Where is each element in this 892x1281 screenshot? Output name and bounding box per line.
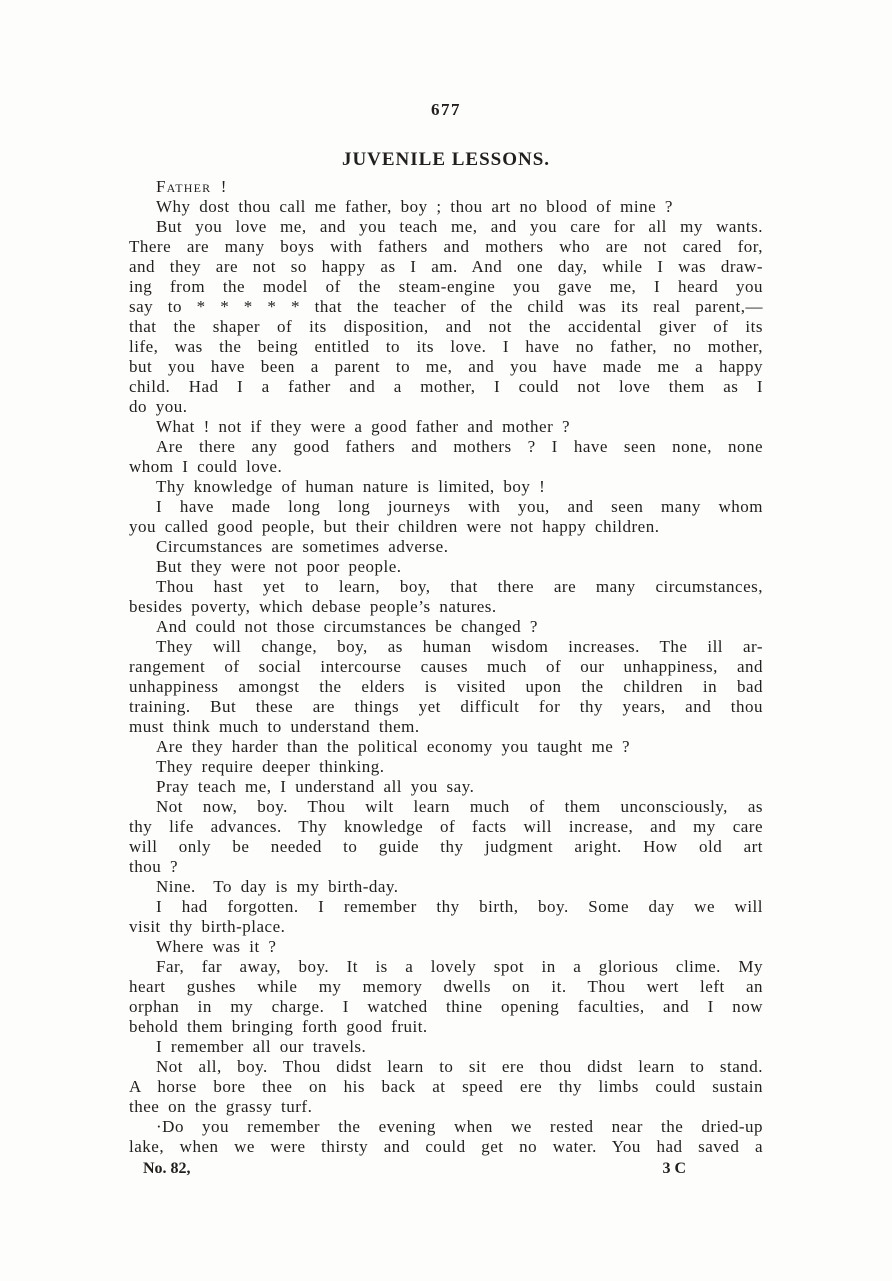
text-line: Far, far away, boy. It is a lovely spot in a glorious clime. My bbox=[156, 957, 763, 976]
page-number: 677 bbox=[431, 100, 461, 119]
text-line: say to * * * * * that the teacher of the child was its real parent,— bbox=[129, 297, 763, 316]
text-line: But you love me, and you teach me, and you care for all my wants. bbox=[156, 217, 763, 236]
issue-number: No. 82, bbox=[143, 1160, 191, 1177]
text-line: rangement of social intercourse causes much of our unhappiness, and bbox=[129, 657, 763, 676]
text-line: There are many boys with fathers and mothers who are not cared for, bbox=[129, 237, 763, 256]
text-line: What ! not if they were a good father and mother ? bbox=[156, 417, 571, 436]
text-line: They require deeper thinking. bbox=[156, 757, 385, 776]
text-line: Nine. To day is my birth-day. bbox=[156, 877, 399, 896]
text-line: will only be needed to guide thy judgment aright. How old art bbox=[129, 837, 763, 856]
text-line: do you. bbox=[129, 397, 188, 416]
text-line: lake, when we were thirsty and could get no water. You had saved a bbox=[129, 1137, 763, 1156]
page-title: JUVENILE LESSONS. bbox=[341, 149, 551, 170]
text-line: Where was it ? bbox=[156, 937, 277, 956]
text-line: life, was the being entitled to its love. I have no father, no mother, bbox=[129, 337, 763, 356]
text-line: Are they harder than the political economy you taught me ? bbox=[156, 737, 631, 756]
text-line: thy life advances. Thy knowledge of facts will increase, and my care bbox=[129, 817, 763, 836]
text-line: orphan in my charge. I watched thine opening faculties, and I now bbox=[129, 997, 763, 1016]
text-line: And could not those circumstances be changed ? bbox=[156, 617, 538, 636]
text-line: I have made long long journeys with you, and seen many whom bbox=[156, 497, 763, 516]
text-line: Not now, boy. Thou wilt learn much of them unconsciously, as bbox=[156, 797, 763, 816]
text-line: Father ! bbox=[156, 177, 228, 196]
text-line: Pray teach me, I understand all you say. bbox=[156, 777, 475, 796]
text-line: Are there any good fathers and mothers ? I have seen none, none bbox=[156, 437, 763, 456]
text-line: besides poverty, which debase people’s natures. bbox=[129, 597, 497, 616]
text-line: Why dost thou call me father, boy ; thou art no blood of mine ? bbox=[156, 197, 673, 216]
text-line: Thy knowledge of human nature is limited, boy ! bbox=[156, 477, 546, 496]
text-line: you called good people, but their children were not happy children. bbox=[129, 517, 660, 536]
text-line: I had forgotten. I remember thy birth, boy. Some day we will bbox=[156, 897, 763, 916]
body-text bbox=[129, 177, 763, 1157]
text-line: that the shaper of its disposition, and not the accidental giver of its bbox=[129, 317, 763, 336]
text-line: must think much to understand them. bbox=[129, 717, 420, 736]
text-line: heart gushes while my memory dwells on it. Thou wert left an bbox=[129, 977, 763, 996]
printer-signature-mark: 3 C bbox=[662, 1160, 686, 1177]
text-line: whom I could love. bbox=[129, 457, 283, 476]
text-line: A horse bore thee on his back at speed ere thy limbs could sustain bbox=[129, 1077, 763, 1096]
text-line: child. Had I a father and a mother, I could not love them as I bbox=[129, 377, 763, 396]
text-line: Circumstances are sometimes adverse. bbox=[156, 537, 449, 556]
text-line: behold them bringing forth good fruit. bbox=[129, 1017, 428, 1036]
text-line: But they were not poor people. bbox=[156, 557, 402, 576]
text-line: but you have been a parent to me, and you have made me a happy bbox=[129, 357, 763, 376]
text-line: thou ? bbox=[129, 857, 179, 876]
text-line: Not all, boy. Thou didst learn to sit ere thou didst learn to stand. bbox=[156, 1057, 763, 1076]
text-line: ·Do you remember the evening when we rested near the dried-up bbox=[156, 1117, 763, 1136]
text-line: and they are not so happy as I am. And one day, while I was draw- bbox=[129, 257, 763, 276]
text-line: I remember all our travels. bbox=[156, 1037, 367, 1056]
text-line: visit thy birth-place. bbox=[129, 917, 286, 936]
text-line: training. But these are things yet difficult for thy years, and thou bbox=[129, 697, 763, 716]
text-line: Thou hast yet to learn, boy, that there are many circumstances, bbox=[156, 577, 763, 596]
text-line: ing from the model of the steam-engine you gave me, I heard you bbox=[129, 277, 763, 296]
page-footer bbox=[129, 1159, 763, 1179]
text-line: unhappiness amongst the elders is visited upon the children in bad bbox=[129, 677, 763, 696]
text-line: thee on the grassy turf. bbox=[129, 1097, 313, 1116]
text-line: They will change, boy, as human wisdom increases. The ill ar- bbox=[156, 637, 763, 656]
